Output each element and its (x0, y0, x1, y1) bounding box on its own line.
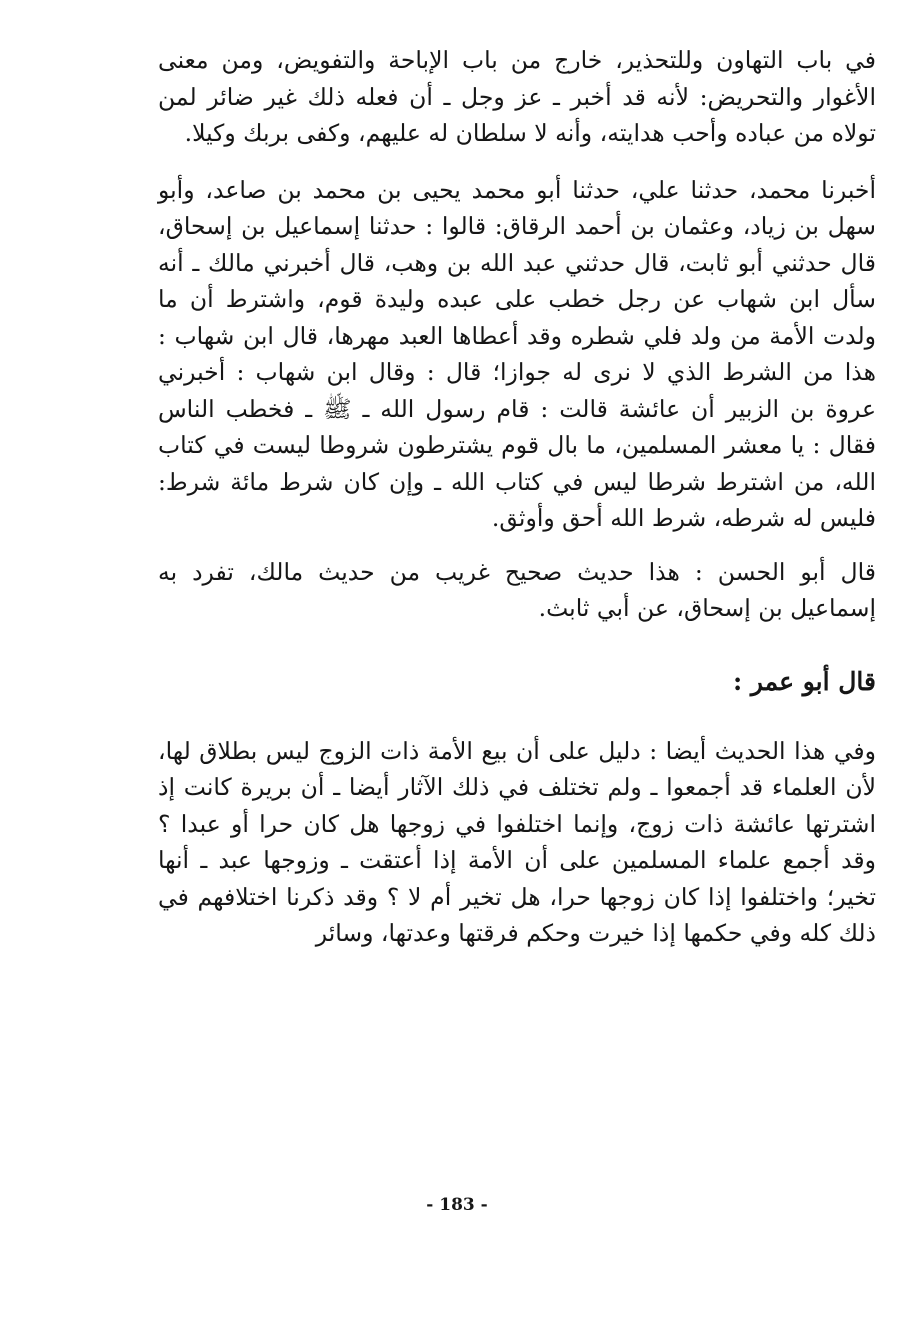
page-number: - 183 - (426, 1195, 488, 1215)
paragraph-commentary: في باب التهاون وللتحذير، خارج من باب الإباحة والتفويض، ومن معنى الأغوار والتحريض: لأنه قد أخبر ـ عز وجل ـ أن فعله ذلك غير ضائر لمن تولاه من عباده وأحب هدايته، وأنه لا سلطان له عليهم، وكفى بربك وكيلا. (158, 46, 876, 147)
section-heading: قال أبو عمر : (732, 666, 876, 696)
paragraph-hadith-grading: قال أبو الحسن : هذا حديث صحيح غريب من حديث مالك، تفرد به إسماعيل بن إسحاق، عن أبي ثابث. (158, 557, 876, 622)
paragraph-discussion: وفي هذا الحديث أيضا : دليل على أن بيع الأمة ذات الزوج ليس بطلاق لها، لأن العلماء قد أجمعوا ـ ولم تختلف في ذلك الآثار أيضا ـ أن بريرة كانت إذ اشترتها عائشة ذات زوج، وإنما اختلفوا في زوجها هل كان حرا أو عبدا ؟ وقد أجمع علماء المسلمين على أن الأمة إذا أعتقت ـ وزوجها عبد ـ أنها تخير؛ واختلفوا إذا كان زوجها حرا، هل تخير أم لا ؟ وقد ذكرنا اختلافهم في ذلك كله وفي حكمها إذا خيرت وحكم فرقتها وعدتها، وسائر (158, 736, 876, 947)
page-body (158, 42, 876, 952)
paragraph-hadith-chain: أخبرنا محمد، حدثنا علي، حدثنا أبو محمد يحيى بن محمد بن صاعد، وأبو سهل بن زياد، وعثمان بن أحمد الرقاق: قالوا : حدثنا إسماعيل بن إسحاق، قال حدثني أبو ثابت، قال حدثني عبد الله بن وهب، قال أخبرني مالك ـ أنه سأل ابن شهاب عن رجل خطب على عبده وليدة قوم، واشترط أن ما ولدت الأمة من ولد فلي شطره وقد أعطاها العبد مهرها، قال ابن شهاب : هذا من الشرط الذي لا نرى له جوازا؛ قال : وقال ابن شهاب : أخبرني عروة بن الزبير أن عائشة قالت : قام رسول الله ـ ﷺ ـ فخطب الناس فقال : يا معشر المسلمين، ما بال قوم يشترطون شروطا ليست في كتاب الله، من اشترط شرطا ليس في كتاب الله ـ وإن كان شرط مائة شرط: فليس له شرطه، شرط الله أحق وأوثق. (158, 175, 876, 532)
